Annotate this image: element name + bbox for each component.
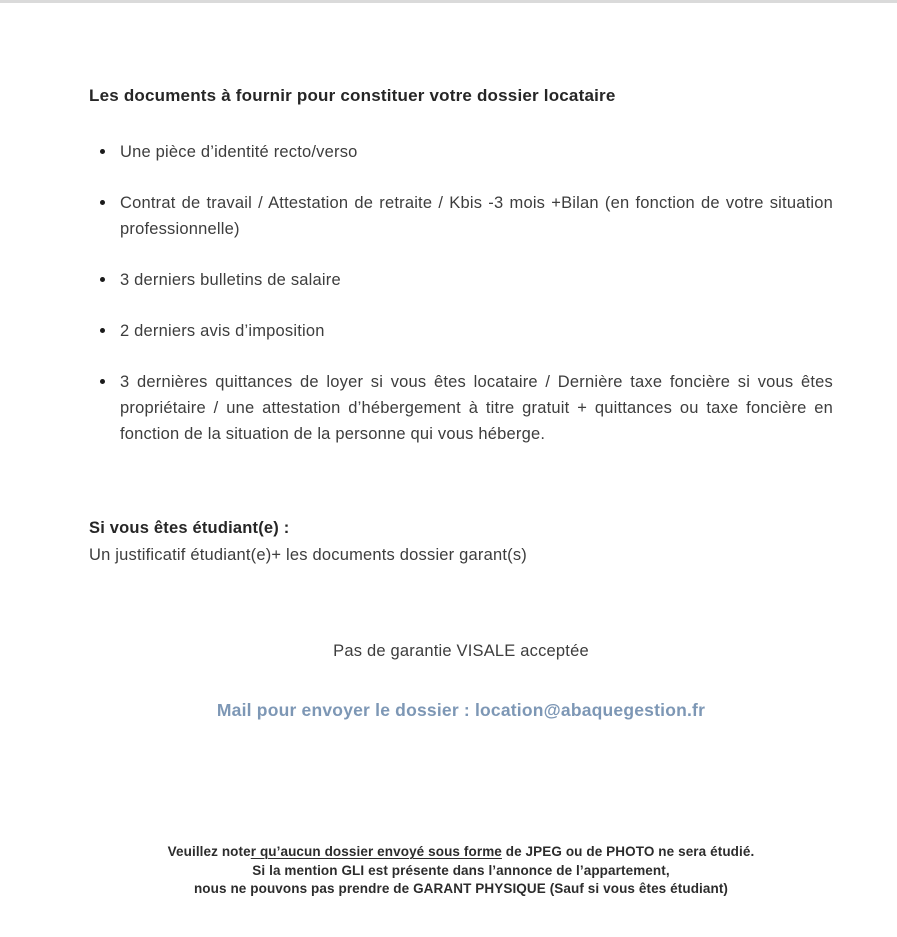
footer-line1-pre: Veuillez note <box>167 844 251 859</box>
list-item-text: Une pièce d’identité recto/verso <box>120 143 358 161</box>
bullet-icon <box>100 149 105 154</box>
mail-instruction <box>89 700 833 720</box>
list-item <box>89 369 833 447</box>
bullet-icon <box>100 379 105 384</box>
list-item-text: 3 derniers bulletins de salaire <box>120 271 341 289</box>
footer-line1 <box>89 843 833 862</box>
list-item-text: 2 derniers avis d’imposition <box>120 322 325 340</box>
document-title: Les documents à fournir pour constituer votre dossier locataire <box>89 86 616 105</box>
list-item <box>89 139 833 165</box>
footer-line3: nous ne pouvons pas prendre de GARANT PHYSIQUE (Sauf si vous êtes étudiant) <box>193 881 729 896</box>
list-item <box>89 190 833 242</box>
student-section-text: Un justificatif étudiant(e)+ les documents dossier garant(s) <box>89 546 527 564</box>
visale-note: Pas de garantie VISALE acceptée <box>333 642 589 660</box>
list-item <box>89 318 833 344</box>
bullet-icon <box>100 200 105 205</box>
footer-underlined-text: r qu’aucun dossier envoyé sous forme <box>250 844 502 859</box>
mail-label: Mail pour envoyer le dossier : <box>216 700 470 720</box>
student-section <box>89 515 833 569</box>
list-item-text: Contrat de travail / Attestation de retraite / Kbis -3 mois +Bilan (en fonction de votre situation professionnelle) <box>120 194 833 238</box>
email-address[interactable]: location@abaquegestion.fr <box>474 700 706 720</box>
student-section-heading: Si vous êtes étudiant(e) : <box>89 519 290 537</box>
bullet-icon <box>100 277 105 282</box>
bullet-icon <box>100 328 105 333</box>
list-item <box>89 267 833 293</box>
footer-notice <box>89 843 833 899</box>
requirements-list <box>89 139 833 473</box>
footer-line1-post: de JPEG ou de PHOTO ne sera étudié. <box>501 844 755 859</box>
footer-line2: Si la mention GLI est présente dans l’annonce de l’appartement, <box>252 862 670 878</box>
page-top-border <box>0 0 897 3</box>
list-item-text: 3 dernières quittances de loyer si vous êtes locataire / Dernière taxe foncière si vous êtes propriétaire / une attestation d’hébergement à titre gratuit + quittances ou taxe foncière en fonction de la situation de la personne qui vous héberge. <box>120 373 833 443</box>
